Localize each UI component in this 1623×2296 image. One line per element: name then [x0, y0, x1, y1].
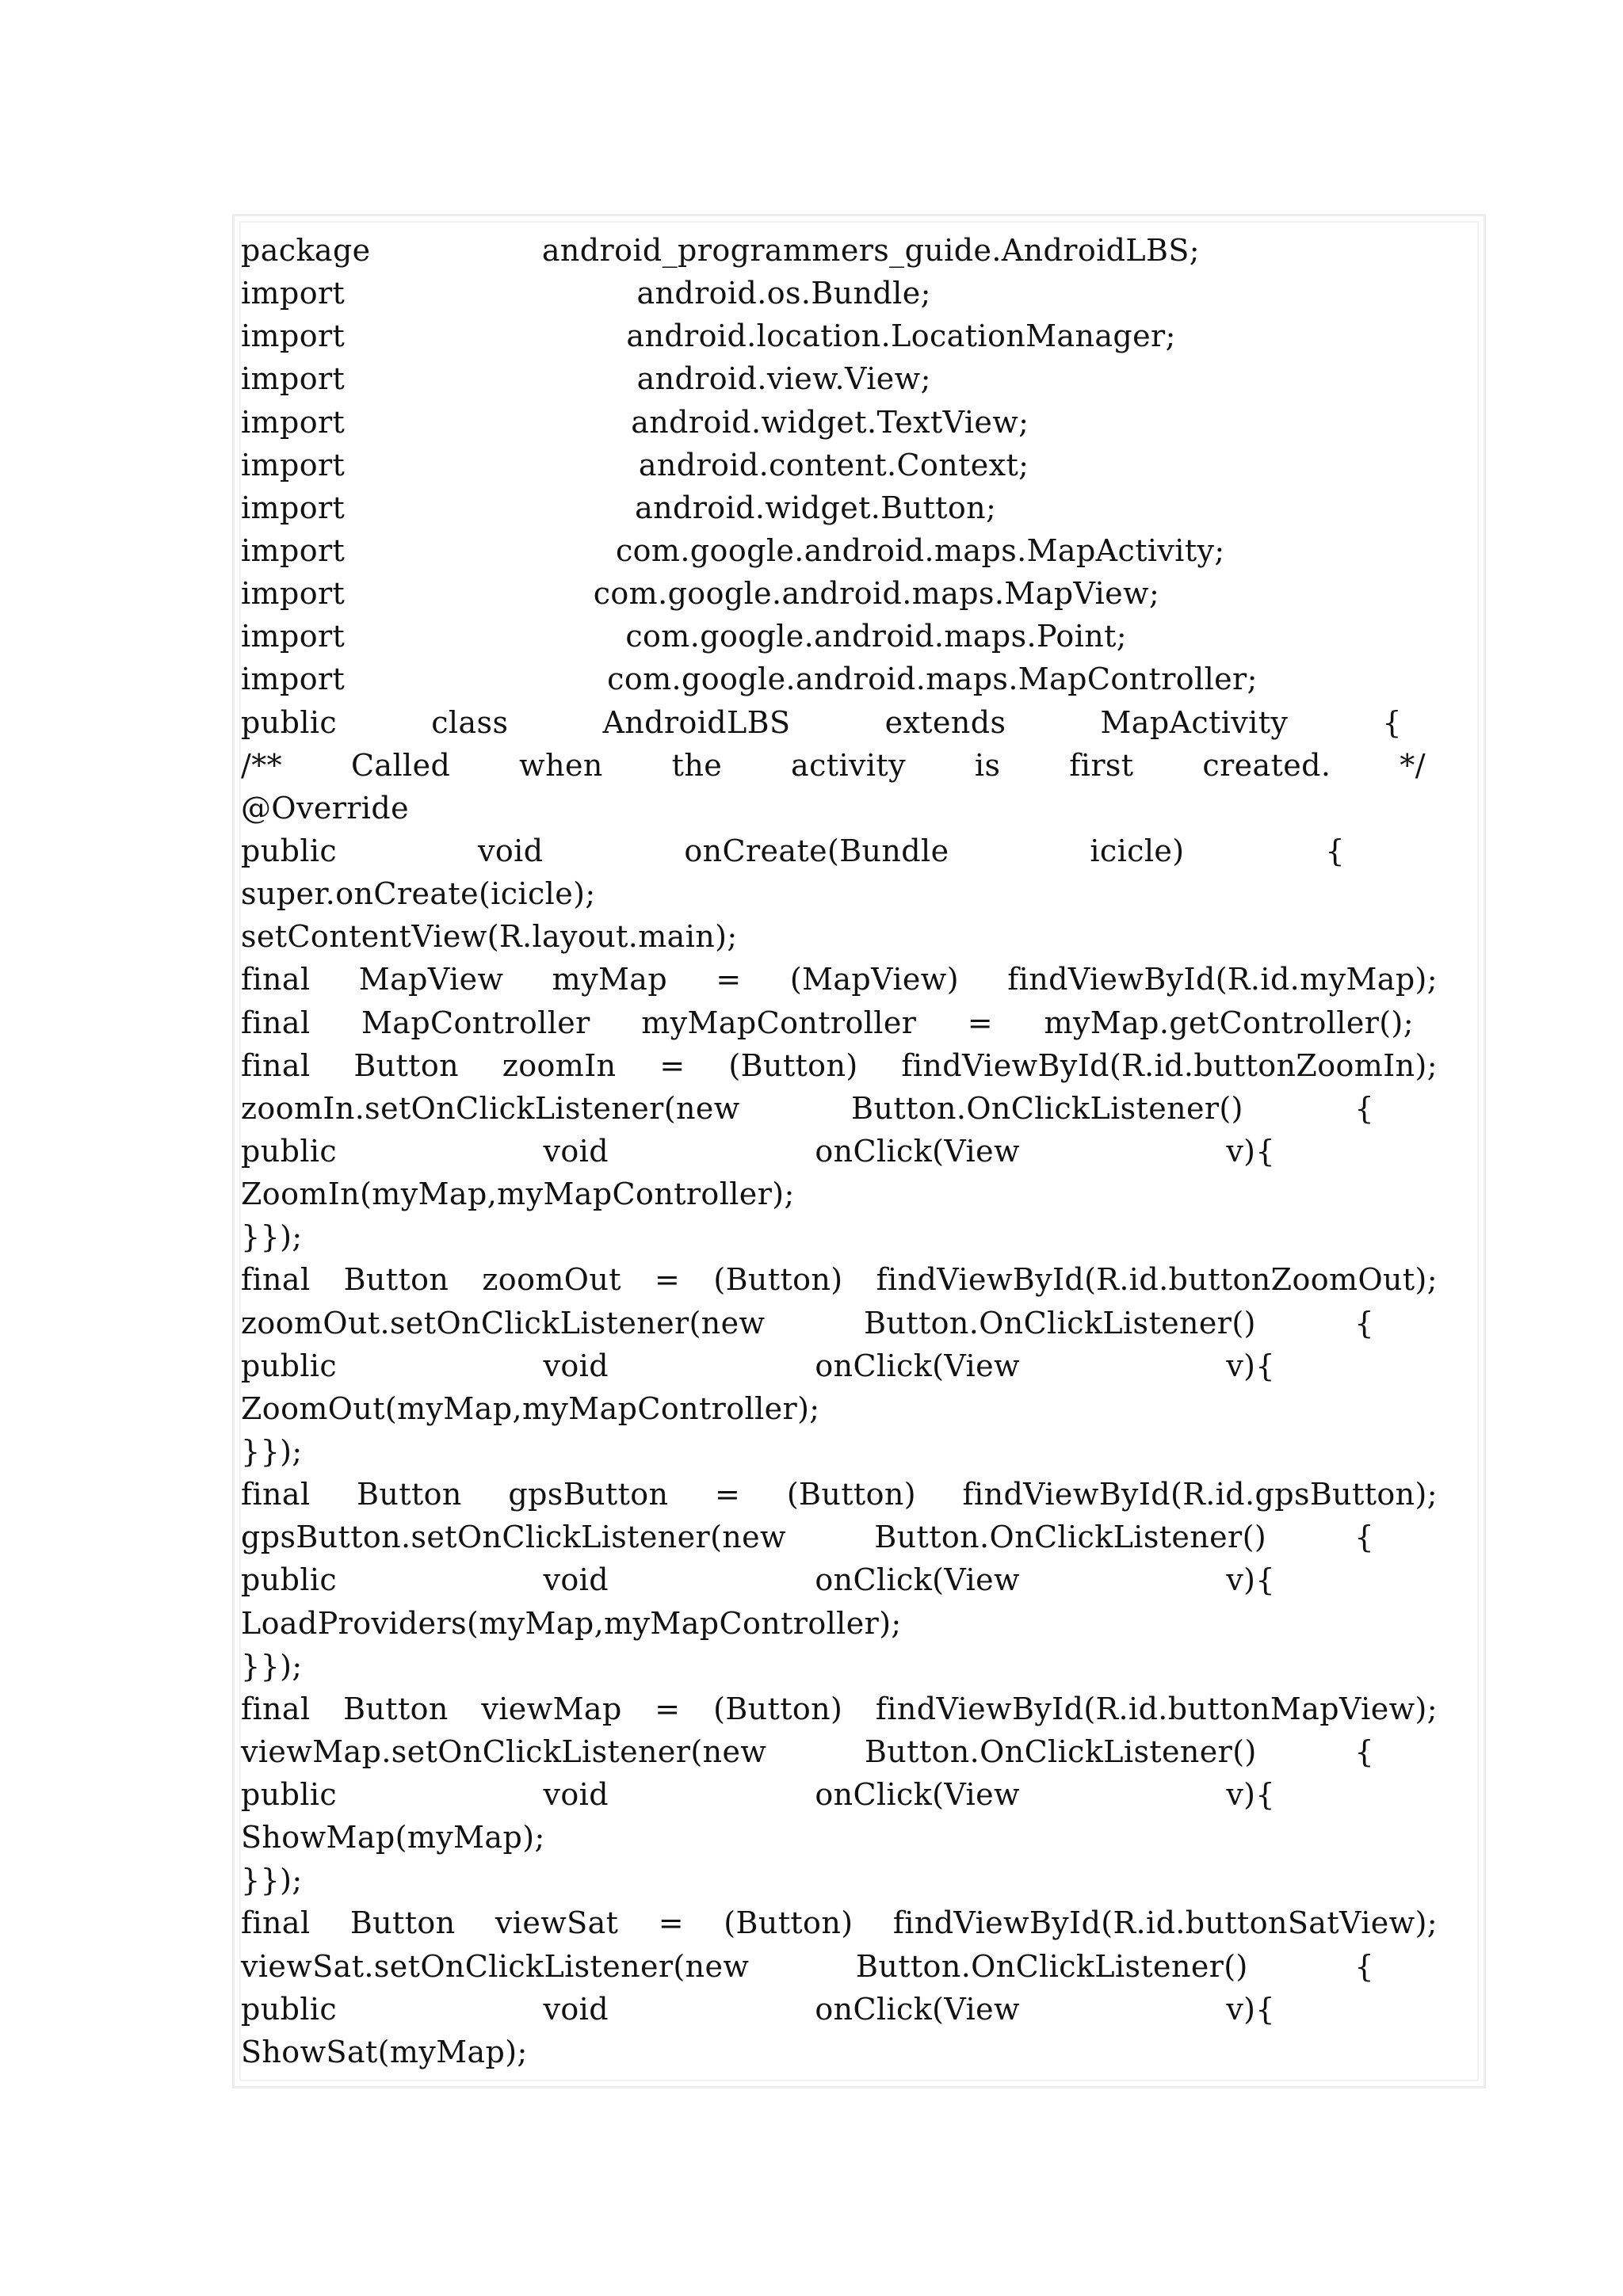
- code-token: myMapController: [641, 1005, 917, 1040]
- code-token: Button.OnClickListener(): [856, 1948, 1248, 1984]
- code-token: {: [1354, 1520, 1374, 1555]
- code-token: LoadProviders(myMap,myMapController);: [241, 1605, 902, 1641]
- code-listing: [241, 229, 1438, 2073]
- code-token: (Button): [786, 1477, 916, 1512]
- code-token: void: [543, 1133, 609, 1169]
- code-token: Button: [353, 1047, 460, 1083]
- code-token: Button.OnClickListener(): [851, 1090, 1243, 1126]
- code-token: android.location.LocationManager;: [626, 318, 1176, 354]
- code-token: import: [241, 318, 346, 354]
- code-line: [241, 1087, 1374, 1130]
- code-token: onClick(View: [815, 1562, 1020, 1598]
- code-line: [241, 229, 1200, 272]
- code-token: zoomOut: [482, 1262, 621, 1298]
- code-line: [241, 1387, 1438, 1430]
- code-token: final: [241, 1005, 311, 1040]
- code-line: [241, 1430, 1438, 1473]
- code-token: import: [241, 404, 346, 440]
- code-token: ZoomOut(myMap,myMapController);: [241, 1390, 820, 1426]
- code-line: [241, 1602, 1438, 1645]
- code-token: ZoomIn(myMap,myMapController);: [241, 1177, 795, 1212]
- code-token: onCreate(Bundle: [684, 833, 949, 868]
- code-token: viewMap: [481, 1691, 622, 1726]
- code-token: findViewById(R.id.myMap);: [1007, 962, 1438, 997]
- code-token: =: [658, 1905, 684, 1941]
- code-token: onClick(View: [815, 1991, 1020, 2027]
- code-line: [241, 787, 1438, 830]
- code-token: void: [543, 1348, 609, 1383]
- code-line: [241, 486, 996, 529]
- code-token: final: [241, 1477, 311, 1512]
- code-token: MapView: [358, 962, 504, 997]
- code-line: [241, 1473, 1438, 1516]
- code-token: viewSat.setOnClickListener(new: [241, 1948, 750, 1984]
- code-token: =: [967, 1005, 993, 1040]
- code-token: com.google.android.maps.MapView;: [593, 576, 1160, 612]
- code-token: viewMap.setOnClickListener(new: [241, 1733, 767, 1769]
- code-token: @Override: [241, 790, 410, 826]
- code-token: super.onCreate(icicle);: [241, 876, 596, 912]
- code-token: public: [241, 1133, 338, 1169]
- code-token: findViewById(R.id.buttonSatView);: [892, 1905, 1438, 1941]
- code-token: v){: [1226, 1562, 1275, 1598]
- code-token: public: [241, 1777, 338, 1813]
- code-token: }});: [241, 1863, 303, 1898]
- code-line: [241, 1044, 1438, 1087]
- code-line: [241, 272, 931, 315]
- code-token: */: [1400, 747, 1426, 783]
- code-token: void: [543, 1562, 609, 1598]
- code-line: [241, 1901, 1438, 1944]
- code-line: [241, 1001, 1414, 1044]
- code-token: zoomOut.setOnClickListener(new: [241, 1305, 766, 1341]
- code-token: MapController: [361, 1005, 590, 1040]
- code-token: com.google.android.maps.Point;: [625, 619, 1127, 654]
- code-token: Button.OnClickListener(): [864, 1733, 1257, 1769]
- code-token: v){: [1226, 1777, 1275, 1813]
- code-token: onClick(View: [815, 1777, 1020, 1813]
- code-line: [241, 315, 1176, 357]
- code-token: android.view.View;: [636, 361, 931, 397]
- code-line: [241, 444, 1029, 486]
- code-token: import: [241, 276, 346, 311]
- code-token: import: [241, 619, 346, 654]
- code-token: findViewById(R.id.buttonMapView);: [875, 1691, 1438, 1726]
- code-line: [241, 1730, 1374, 1773]
- code-token: {: [1354, 1090, 1374, 1126]
- code-line: [241, 1816, 1438, 1859]
- code-token: final: [241, 962, 311, 997]
- code-token: final: [241, 1691, 311, 1726]
- code-token: Button.OnClickListener(): [864, 1305, 1256, 1341]
- code-token: com.google.android.maps.MapController;: [607, 662, 1258, 697]
- code-token: Button: [343, 1691, 449, 1726]
- code-token: android.widget.Button;: [635, 490, 997, 525]
- code-token: myMap: [552, 962, 668, 997]
- code-token: v){: [1226, 1133, 1275, 1169]
- code-token: {: [1354, 1305, 1374, 1341]
- code-line: [241, 357, 931, 400]
- code-token: }});: [241, 1219, 303, 1255]
- code-line: [241, 2031, 1438, 2073]
- code-line: [241, 1558, 1275, 1601]
- code-token: android.widget.TextView;: [631, 404, 1029, 440]
- code-line: [241, 915, 1438, 958]
- code-token: created.: [1202, 747, 1331, 783]
- code-line: [241, 1258, 1438, 1301]
- code-token: setContentView(R.layout.main);: [241, 919, 738, 955]
- code-token: public: [241, 1348, 338, 1383]
- code-token: =: [659, 1047, 685, 1083]
- code-token: void: [478, 833, 544, 868]
- code-line: [241, 958, 1438, 1001]
- code-token: final: [241, 1047, 311, 1083]
- code-line: [241, 872, 1438, 915]
- code-token: Button: [343, 1262, 449, 1298]
- code-token: {: [1382, 704, 1402, 740]
- code-token: package: [241, 233, 371, 268]
- code-token: ShowMap(myMap);: [241, 1820, 545, 1855]
- code-line: [241, 1302, 1374, 1344]
- code-token: =: [716, 962, 742, 997]
- code-token: zoomIn: [502, 1047, 617, 1083]
- code-token: /**: [241, 747, 283, 783]
- code-token: onClick(View: [815, 1348, 1020, 1383]
- code-token: android.os.Bundle;: [636, 276, 931, 311]
- code-line: [241, 744, 1426, 787]
- code-line: [241, 529, 1225, 572]
- code-line: [241, 830, 1345, 872]
- code-line: [241, 1988, 1275, 2031]
- code-token: (Button): [713, 1691, 843, 1726]
- code-line: [241, 1130, 1275, 1173]
- code-token: import: [241, 532, 346, 568]
- code-token: =: [655, 1262, 681, 1298]
- code-line: [241, 401, 1029, 444]
- code-token: gpsButton.setOnClickListener(new: [241, 1520, 786, 1555]
- code-token: extends: [884, 704, 1006, 740]
- code-token: (Button): [713, 1262, 843, 1298]
- code-token: gpsButton: [508, 1477, 669, 1512]
- code-token: Button: [357, 1477, 462, 1512]
- code-line: [241, 572, 1159, 615]
- code-line: [241, 1945, 1374, 1988]
- code-line: [241, 1516, 1374, 1558]
- code-token: {: [1354, 1948, 1374, 1984]
- code-token: icicle): [1090, 833, 1185, 868]
- code-token: findViewById(R.id.buttonZoomOut);: [876, 1262, 1438, 1298]
- code-token: Button.OnClickListener(): [874, 1520, 1267, 1555]
- code-line: [241, 658, 1258, 700]
- code-token: import: [241, 576, 346, 612]
- code-token: myMap.getController();: [1044, 1005, 1414, 1040]
- code-token: =: [655, 1691, 681, 1726]
- code-token: (MapView): [789, 962, 959, 997]
- code-line: [241, 1773, 1275, 1816]
- code-token: import: [241, 447, 346, 482]
- code-token: import: [241, 361, 346, 397]
- code-token: {: [1325, 833, 1345, 868]
- code-token: }});: [241, 1433, 303, 1469]
- code-line: [241, 701, 1402, 744]
- code-token: public: [241, 1562, 338, 1598]
- code-token: activity: [791, 747, 906, 783]
- code-token: class: [431, 704, 509, 740]
- code-line: [241, 1859, 1438, 1901]
- code-line: [241, 1344, 1275, 1387]
- code-token: }});: [241, 1648, 303, 1684]
- code-token: final: [241, 1905, 311, 1941]
- code-token: findViewById(R.id.buttonZoomIn);: [901, 1047, 1438, 1083]
- code-token: viewSat: [495, 1905, 619, 1941]
- code-token: Button: [349, 1905, 456, 1941]
- code-token: void: [543, 1777, 609, 1813]
- code-token: AndroidLBS: [602, 704, 791, 740]
- code-token: zoomIn.setOnClickListener(new: [241, 1090, 740, 1126]
- code-line: [241, 1215, 1438, 1258]
- code-token: onClick(View: [815, 1133, 1020, 1169]
- code-token: v){: [1226, 1991, 1275, 2027]
- code-token: com.google.android.maps.MapActivity;: [615, 532, 1225, 568]
- code-line: [241, 1688, 1438, 1730]
- code-token: android.content.Context;: [638, 447, 1029, 482]
- code-token: v){: [1226, 1348, 1275, 1383]
- code-token: public: [241, 1991, 338, 2027]
- code-token: =: [714, 1477, 741, 1512]
- code-token: the: [671, 747, 723, 783]
- code-token: MapActivity: [1100, 704, 1289, 740]
- code-token: final: [241, 1262, 311, 1298]
- code-line: [241, 615, 1127, 658]
- code-token: when: [519, 747, 603, 783]
- code-token: {: [1354, 1733, 1374, 1769]
- code-token: import: [241, 662, 346, 697]
- code-token: Called: [350, 747, 451, 783]
- code-token: ShowSat(myMap);: [241, 2034, 528, 2069]
- code-token: void: [543, 1991, 609, 2027]
- code-token: (Button): [728, 1047, 858, 1083]
- code-line: [241, 1645, 1438, 1688]
- code-token: android_programmers_guide.AndroidLBS;: [541, 233, 1200, 268]
- code-token: is: [974, 747, 1001, 783]
- code-token: (Button): [724, 1905, 854, 1941]
- code-token: public: [241, 704, 338, 740]
- code-token: public: [241, 833, 338, 868]
- code-token: import: [241, 490, 346, 525]
- code-token: findViewById(R.id.gpsButton);: [962, 1477, 1438, 1512]
- code-token: first: [1069, 747, 1134, 783]
- code-line: [241, 1173, 1438, 1215]
